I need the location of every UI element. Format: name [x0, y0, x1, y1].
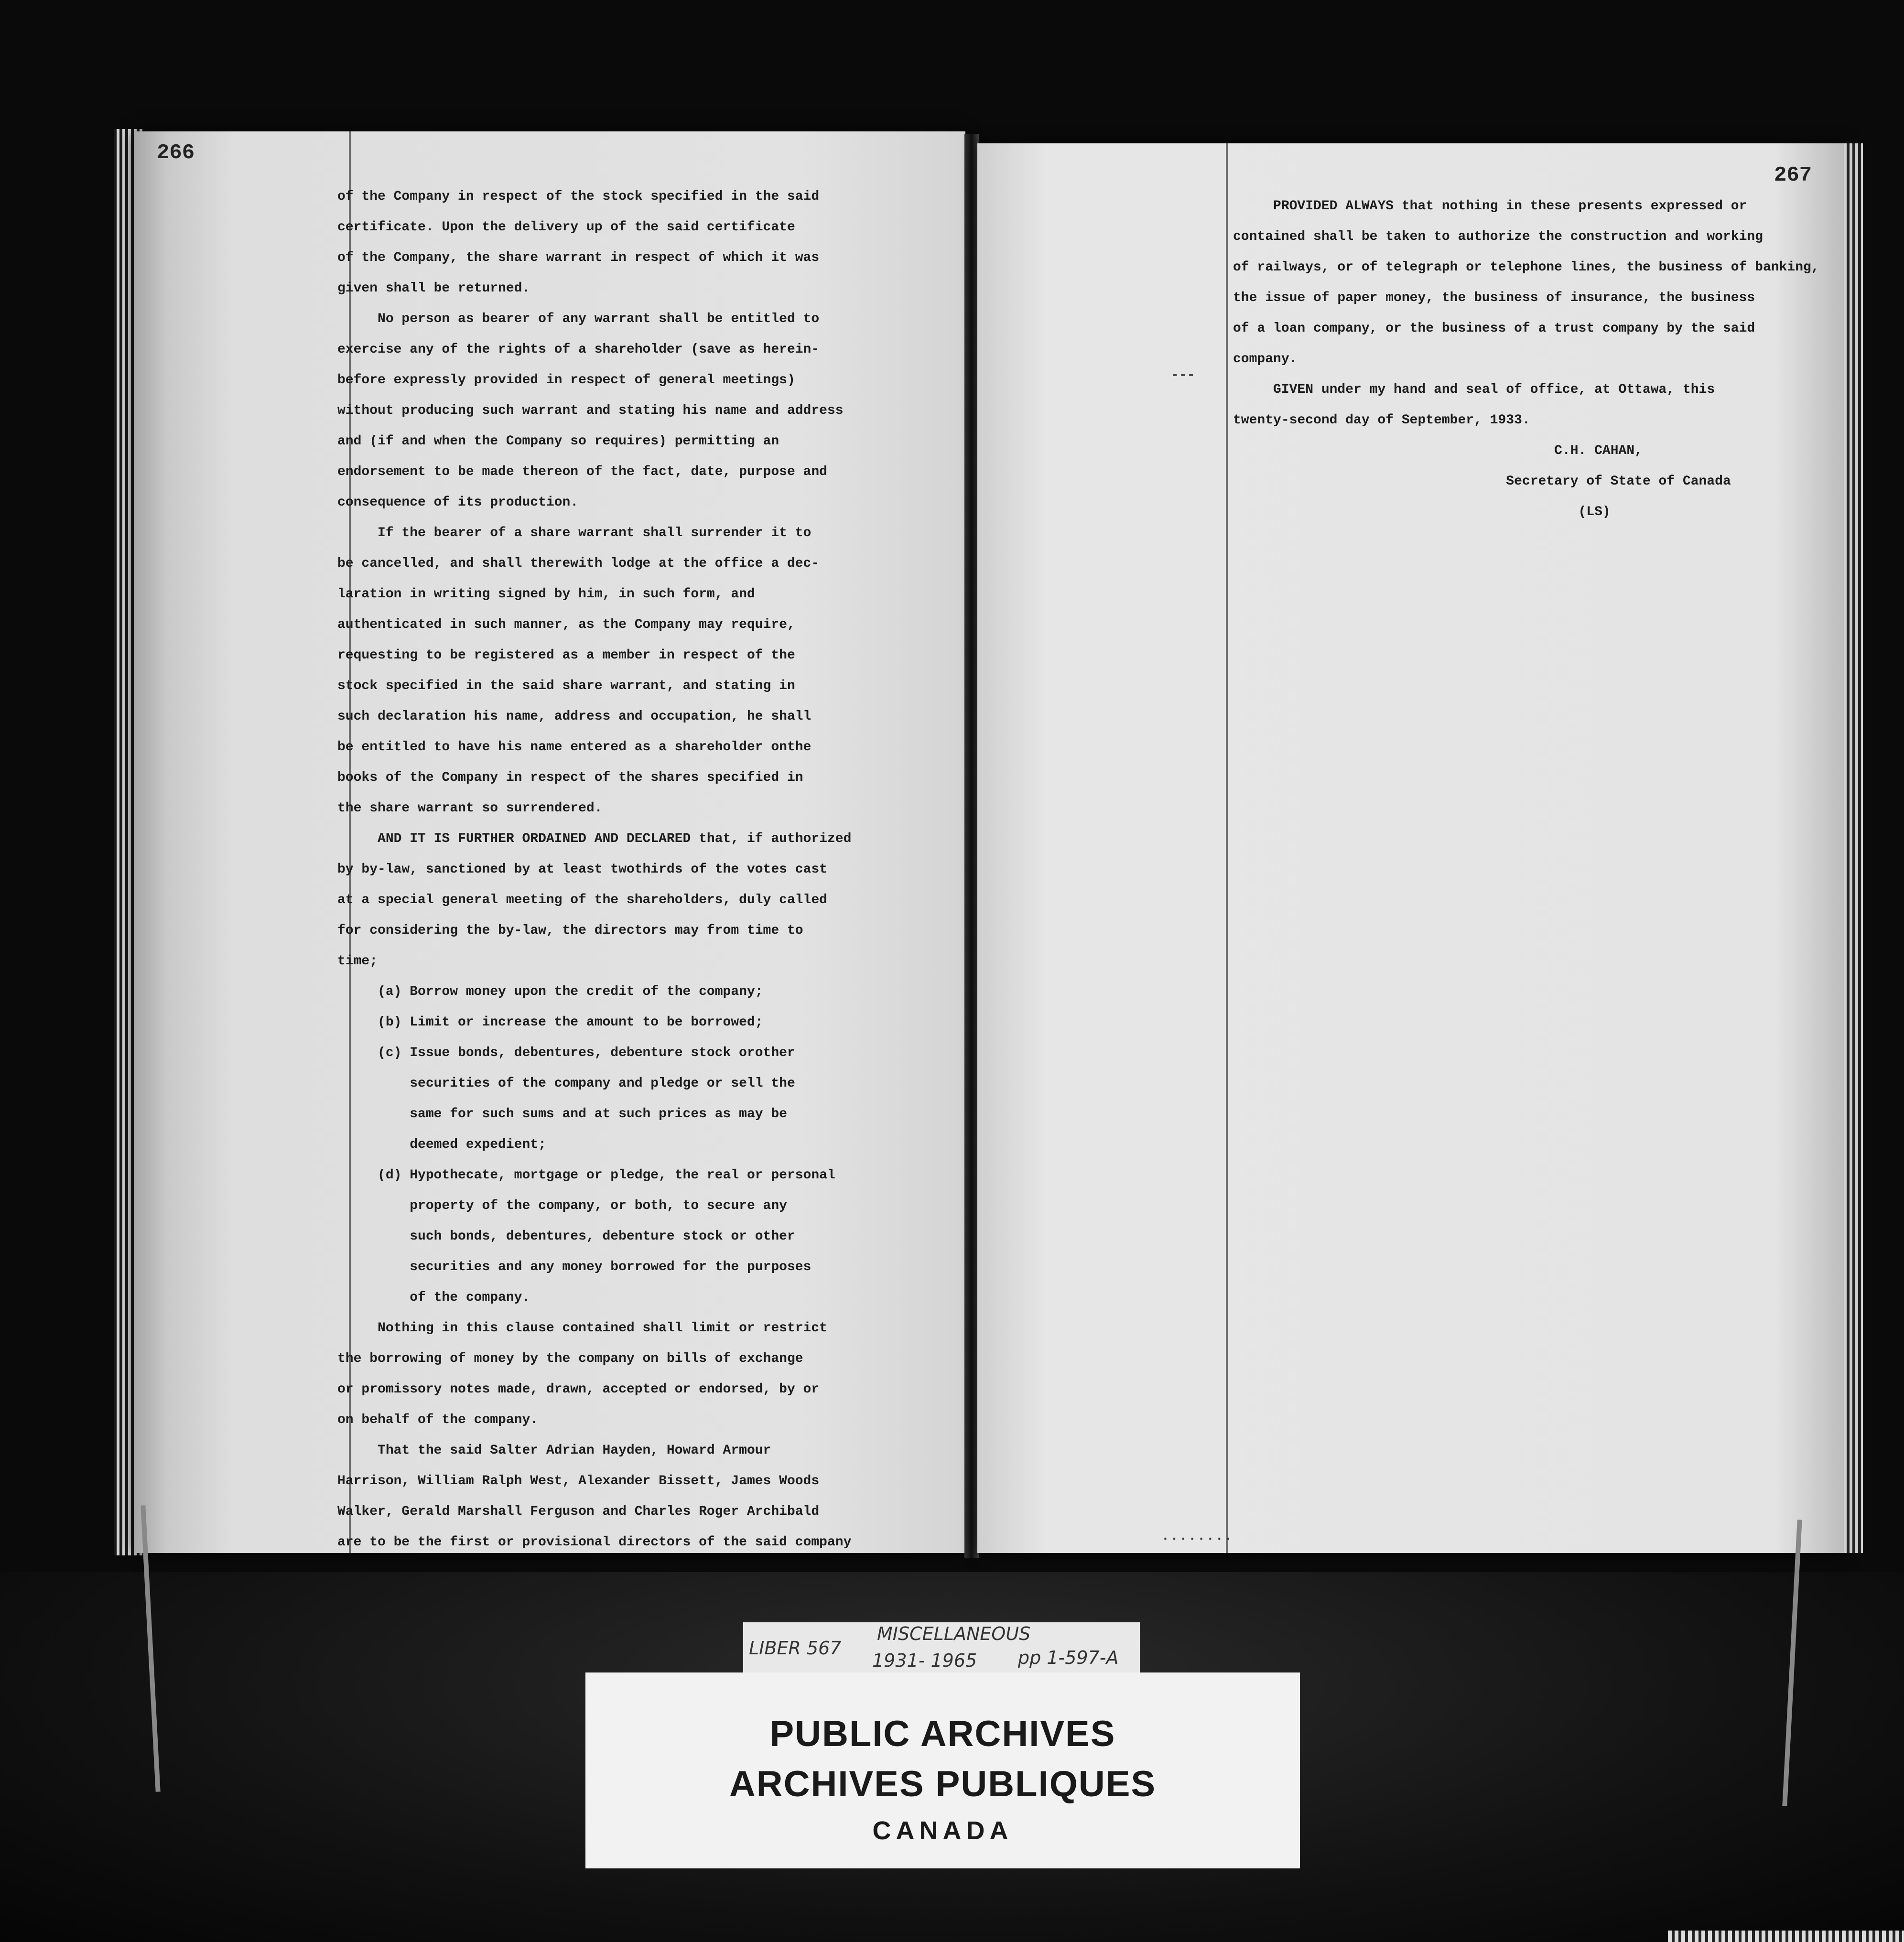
left-page-text-line: books of the Company in respect of the shares specified in — [337, 770, 803, 785]
left-page-text-line: authenticated in such manner, as the Company may require, — [337, 617, 795, 632]
left-page-text-line: securities of the company and pledge or sell the — [337, 1076, 795, 1091]
left-page-text-line: securities and any money borrowed for the purposes — [337, 1260, 811, 1274]
right-page-text-line: C.H. CAHAN, — [1233, 443, 1643, 458]
left-page-text-line: That the said Salter Adrian Hayden, Howard Armour — [337, 1443, 771, 1458]
left-page-text-line: by by-law, sanctioned by at least twothirds of the votes cast — [337, 862, 827, 877]
left-page-text-line: If the bearer of a share warrant shall surrender it to — [337, 526, 811, 540]
left-page-body — [337, 182, 906, 1558]
left-page-text-line: or promissory notes made, drawn, accepted or endorsed, by or — [337, 1382, 820, 1397]
right-page-text-line: company. — [1233, 352, 1298, 367]
left-page-text-line: such declaration his name, address and occupation, he shall — [337, 709, 811, 724]
left-page-text-line: of the Company, the share warrant in respect of which it was — [337, 250, 820, 265]
left-page-text-line: requesting to be registered as a member in respect of the — [337, 648, 795, 663]
liber-years: 1931- 1965 — [872, 1650, 977, 1671]
left-page-text-line: Harrison, William Ralph West, Alexander Bissett, James Woods — [337, 1474, 820, 1489]
left-page-text-line: given shall be returned. — [337, 281, 530, 296]
right-page-text-line: of a loan company, or the business of a trust company by the said — [1233, 321, 1755, 336]
left-page-text-line: certificate. Upon the delivery up of the said certificate — [337, 220, 795, 235]
right-page-text-line: the issue of paper money, the business of insurance, the business — [1233, 291, 1755, 305]
left-page-text-line: No person as bearer of any warrant shall be entitled to — [337, 312, 820, 326]
right-margin-rule — [1226, 143, 1228, 1553]
right-page-number: 267 — [1774, 163, 1812, 187]
left-page-text-line: be cancelled, and shall therewith lodge at the office a dec- — [337, 556, 820, 571]
liber-tag — [743, 1622, 1140, 1674]
left-page-text-line: be entitled to have his name entered as a shareholder onthe — [337, 740, 811, 755]
left-page-text-line: (c) Issue bonds, debentures, debenture stock orother — [337, 1046, 795, 1060]
right-page-text-line: Secretary of State of Canada — [1233, 474, 1731, 489]
left-page-text-line: of the company. — [337, 1290, 530, 1305]
left-page-text-line: without producing such warrant and stating his name and address — [337, 403, 844, 418]
film-strip-edge — [1668, 1931, 1904, 1942]
liber-number: LIBER 567 — [749, 1638, 842, 1659]
left-page-text-line: endorsement to be made thereon of the fact, date, purpose and — [337, 464, 827, 479]
left-page-number: 266 — [157, 141, 195, 165]
left-page-text-line: (b) Limit or increase the amount to be borrowed; — [337, 1015, 763, 1030]
book-gutter — [964, 134, 979, 1558]
left-page-text-line: (a) Borrow money upon the credit of the company; — [337, 984, 763, 999]
left-page-text-line: property of the company, or both, to secure any — [337, 1198, 787, 1213]
right-page-text-line: PROVIDED ALWAYS that nothing in these presents expressed or — [1233, 199, 1747, 214]
archives-english: PUBLIC ARCHIVES — [769, 1714, 1116, 1754]
left-page-text-line: for considering the by-law, the directors may from time to — [337, 923, 803, 938]
left-page-text-line: AND IT IS FURTHER ORDAINED AND DECLARED that, if authorized — [337, 831, 852, 846]
liber-title: MISCELLANEOUS — [877, 1623, 1031, 1644]
left-page-text-line: and (if and when the Company so requires) permitting an — [337, 434, 779, 449]
left-page-text-line: laration in writing signed by him, in such form, and — [337, 587, 755, 602]
archives-country: CANADA — [872, 1816, 1013, 1845]
left-page-text-line: deemed expedient; — [337, 1137, 546, 1152]
left-page-text-line: such bonds, debentures, debenture stock or other — [337, 1229, 795, 1244]
right-page-text-line: contained shall be taken to authorize the construction and working — [1233, 229, 1763, 244]
left-page-text-line: Walker, Gerald Marshall Ferguson and Charles Roger Archibald — [337, 1504, 820, 1519]
liber-pages: pp 1-597-A — [1018, 1647, 1119, 1668]
archives-french: ARCHIVES PUBLIQUES — [729, 1764, 1157, 1804]
left-page-text-line: stock specified in the said share warrant, and stating in — [337, 679, 795, 693]
left-page-text-line: (d) Hypothecate, mortgage or pledge, the real or personal — [337, 1168, 835, 1183]
public-archives-label — [585, 1672, 1300, 1868]
left-page-text-line: the borrowing of money by the company on bills of exchange — [337, 1351, 803, 1366]
right-page-text-line: GIVEN under my hand and seal of office, at Ottawa, this — [1233, 382, 1715, 397]
left-page-text-line: the share warrant so surrendered. — [337, 801, 603, 816]
left-page-text-line: same for such sums and at such prices as may be — [337, 1107, 787, 1122]
right-page-text-line: (LS) — [1233, 505, 1611, 519]
left-page-text-line: time; — [337, 954, 378, 969]
right-page-text-line: twenty-second day of September, 1933. — [1233, 413, 1530, 428]
right-page-text-line: of railways, or of telegraph or telephone lines, the business of banking, — [1233, 260, 1819, 275]
left-page-text-line: consequence of its production. — [337, 495, 579, 510]
right-page-body — [1233, 191, 1830, 528]
left-page-text-line: Nothing in this clause contained shall limit or restrict — [337, 1321, 827, 1336]
left-page-text-line: exercise any of the rights of a shareholder (save as herein- — [337, 342, 820, 357]
dotted-mark: ........ — [1161, 1529, 1233, 1544]
left-page-text-line: at a special general meeting of the shareholders, duly called — [337, 893, 827, 907]
left-page-text-line: before expressly provided in respect of general meetings) — [337, 373, 795, 388]
left-page-text-line: of the Company in respect of the stock specified in the said — [337, 189, 820, 204]
right-page-edges — [1844, 143, 1863, 1553]
left-page-text-line: are to be the first or provisional directors of the said company — [337, 1535, 852, 1550]
margin-dash-mark: --- — [1171, 368, 1195, 383]
left-page-text-line: on behalf of the company. — [337, 1413, 539, 1427]
